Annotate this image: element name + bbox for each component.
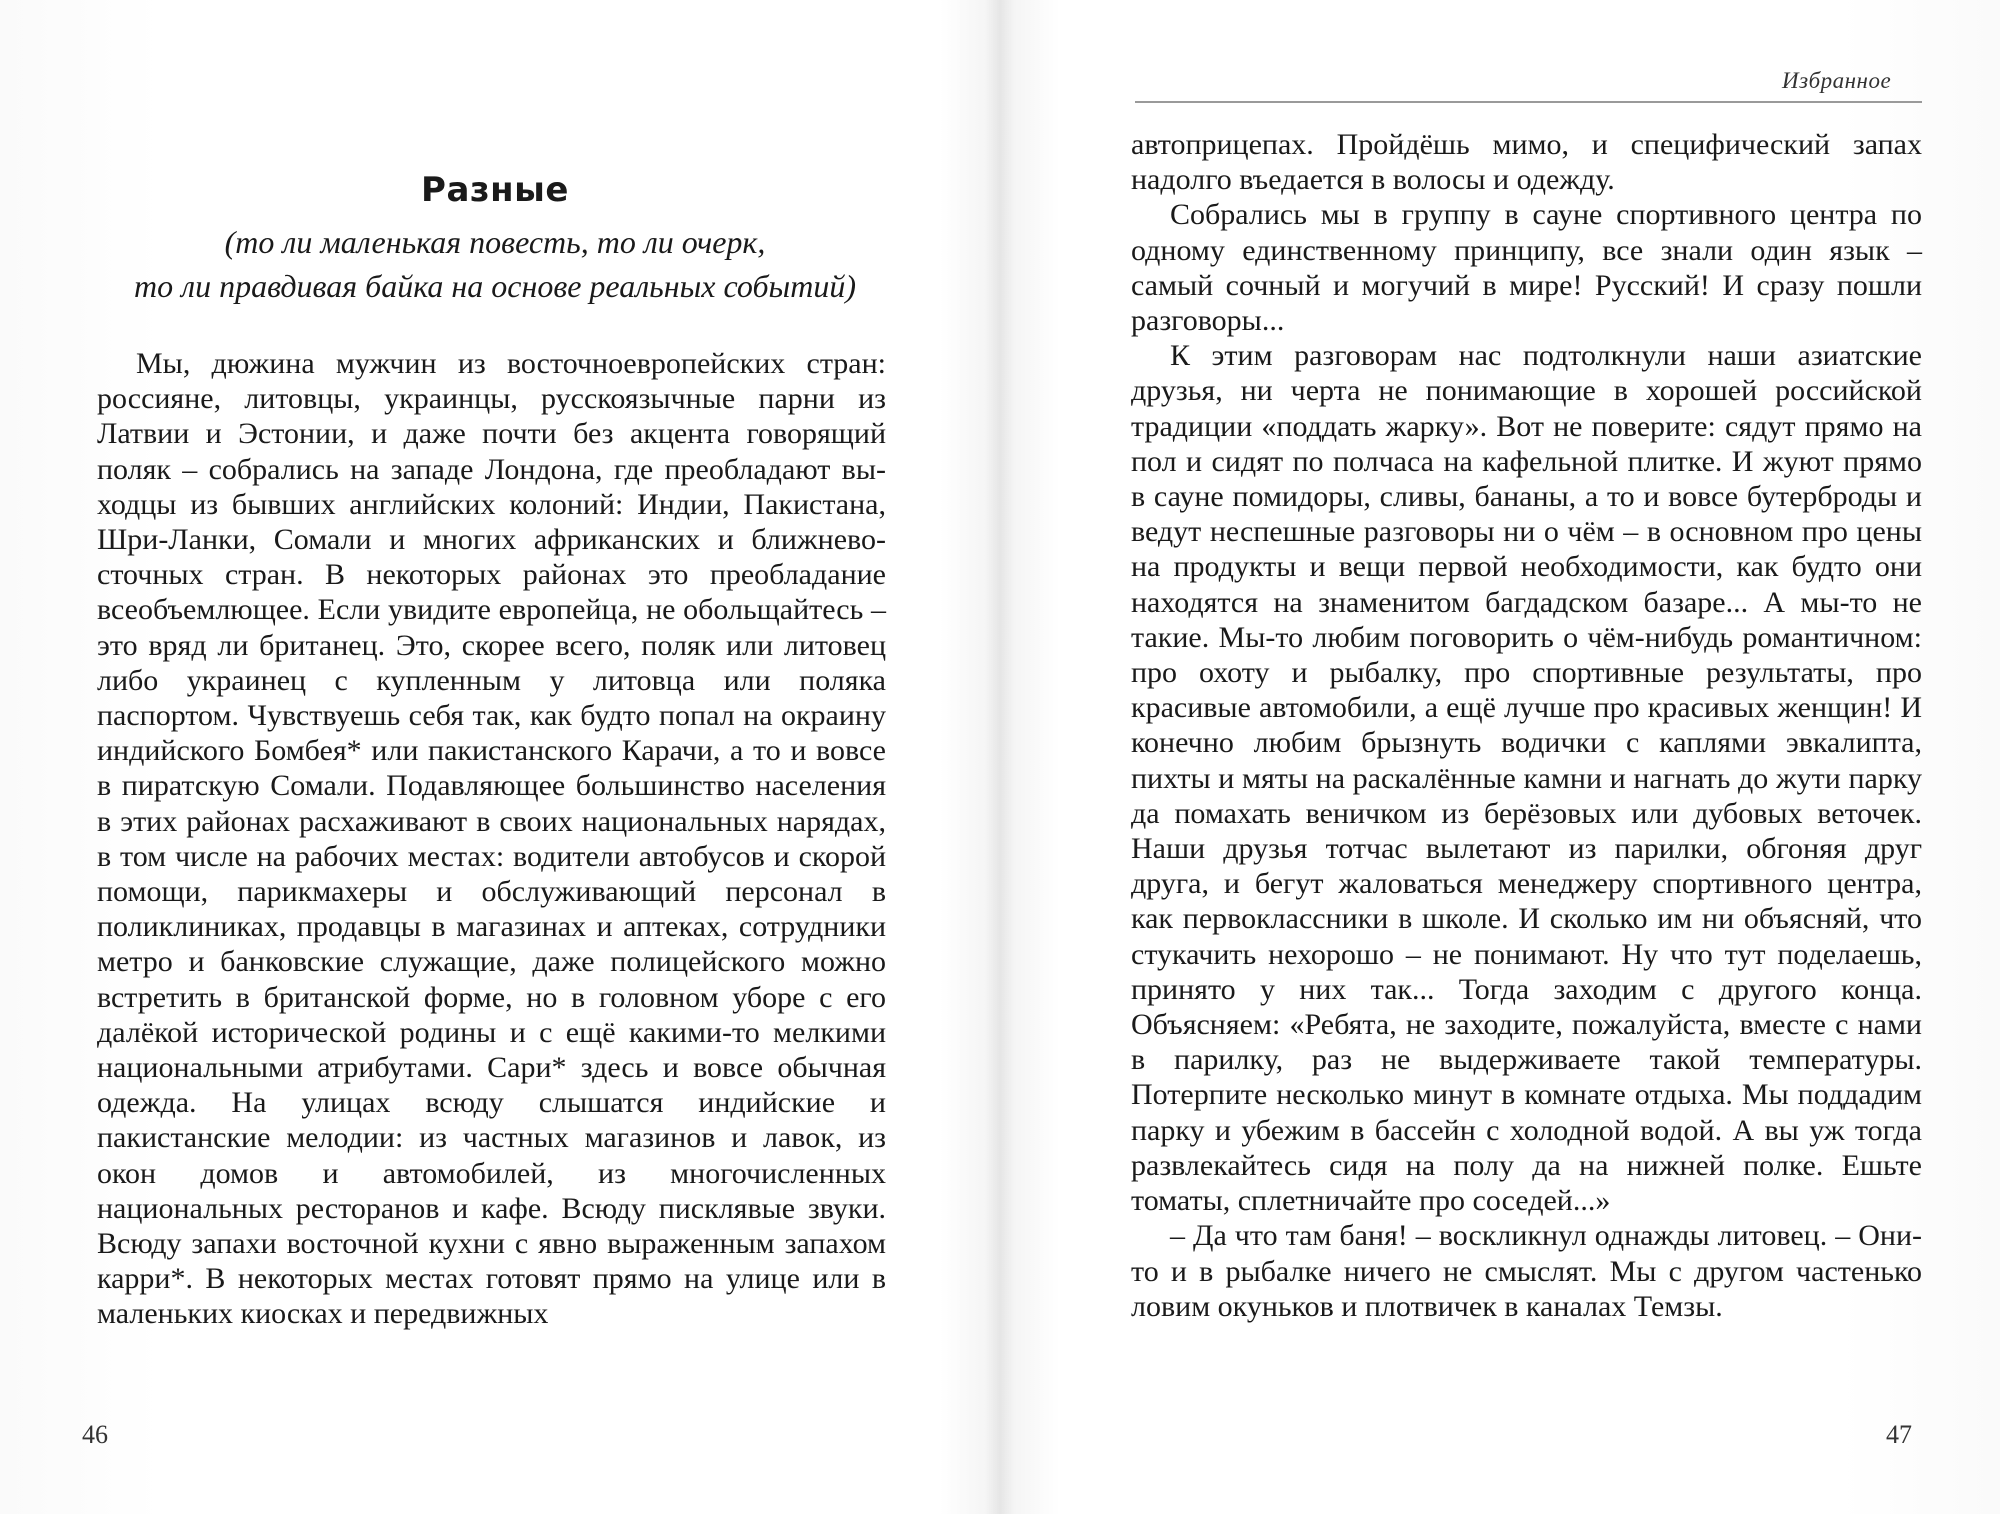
right-page bbox=[1000, 0, 2000, 1514]
page-number-left: 46 bbox=[82, 1420, 108, 1449]
paragraph: – Да что там баня! – воскликнул однажды литовец. – Они-то и в рыбалке ничего не смыслят. Мы с другом частенько ловим окуньков и плотвичек в каналах Темзы. bbox=[1131, 1219, 1922, 1323]
page-number-right: 47 bbox=[1886, 1420, 1912, 1449]
subtitle-line-1: (то ли маленькая повесть, то ли очерк, bbox=[224, 224, 766, 260]
paragraph: Мы, дюжина мужчин из восточноевропейских стран: россияне, литовцы, украинцы, русскоязычные парни из Латвии и Эстонии, и даже почти без акцента говорящий поляк – собрались на западе Лондона, где преобладают выходцы из бывших английских колоний: Индии, Пакистана, Шри-Ланки, Сомали и многих африканских и ближневосточных стран. В некоторых районах это преобладание всеобъемлющее. Если увидите европейца, не обольщайтесь – это вряд ли британец. Это, скорее всего, поляк или литовец либо украинец с купленным у литовца или поляка паспортом. Чувствуешь себя так, как будто попал на окраину индийского Бомбея* или пакистанского Карачи, а то и вовсе в пиратскую Сомали. Подавляющее большинство населения в этих районах расхаживают в своих национальных нарядах, в том числе на рабочих местах: водители автобусов и скорой помощи, парикмахеры и обслуживающий персонал в поликлиниках, продавцы в магазинах и аптеках, сотрудники метро и банковские служащие, даже полицейского можно встретить в британской форме, но в головном уборе с его далёкой исторической родины и с ещё какими-то мелкими национальными атрибутами. Сари* здесь и вовсе обычная одежда. На улицах всюду слышатся индийские и пакистанские мелодии: из частных магазинов и лавок, из окон домов и автомобилей, из многочисленных национальных ресторанов и кафе. Всюду писклявые звуки. Всюду запахи восточной кухни с явно выраженным запахом карри*. В некоторых местах готовят прямо на улице или в маленьких киосках и передвижных bbox=[97, 347, 886, 1331]
paragraph: автоприцепах. Пройдёшь мимо, и специфический запах надолго въедается в волосы и одежду. bbox=[1131, 128, 1922, 197]
right-text-column bbox=[1131, 127, 1922, 1324]
left-text-column bbox=[97, 346, 886, 1332]
paragraph: Собрались мы в группу в сауне спортивного центра по одному единственному принципу, все знали один язык – самый сочный и могучий в мире! Русский! И сразу пошли разговоры... bbox=[1131, 198, 1922, 338]
title-block bbox=[100, 170, 890, 308]
paragraph: К этим разговорам нас подтолкнули наши азиатские друзья, ни черта не понимающие в хорошей российской традиции «поддать жарку». Вот не поверите: сядут прямо на пол и сидят по полчаса на кафельной плитке. И жуют прямо в сауне помидоры, сливы, бананы, а то и вовсе бутерброды и ведут неспешные разговоры ни о чём – в основном про цены на продукты и вещи первой необходимости, как будто они находятся на знаменитом багдадском базаре... А мы-то не такие. Мы-то любим поговорить о чём-нибудь романтичном: про охоту и рыбалку, про спортивные результаты, про красивые автомобили, а ещё лучше про красивых женщин! И конечно любим брызнуть водички с каплями эвкалипта, пихты и мяты на раскалённые камни и нагнать до жути парку да помахать веничком из берёзовых или дубовых веточек. Наши друзья тотчас вылетают из парилки, обгоняя друг друга, и бегут жаловаться менеджеру спортивного центра, как первоклассники в школе. И сколько им ни объясняй, что стукачить нехорошо – не понимают. Ну что тут поделаешь, принято у них так... Тогда заходим с другого конца. Объясняем: «Ребята, не заходите, пожалуйста, вместе с нами в парилку, раз не выдерживаете такой температуры. Потерпите несколько минут в комнате отдыха. Мы поддадим парку и убежим в бассейн с холодной водой. А вы уж тогда развлекайтесь сидя на полу да на нижней полке. Ешьте томаты, сплетничайте про соседей...» bbox=[1131, 339, 1922, 1218]
story-title: Разные bbox=[421, 170, 569, 210]
header-rule bbox=[1135, 101, 1922, 103]
subtitle-line-2: то ли правдивая байка на основе реальных событий) bbox=[134, 268, 856, 304]
running-head: Избранное bbox=[1782, 68, 1892, 93]
